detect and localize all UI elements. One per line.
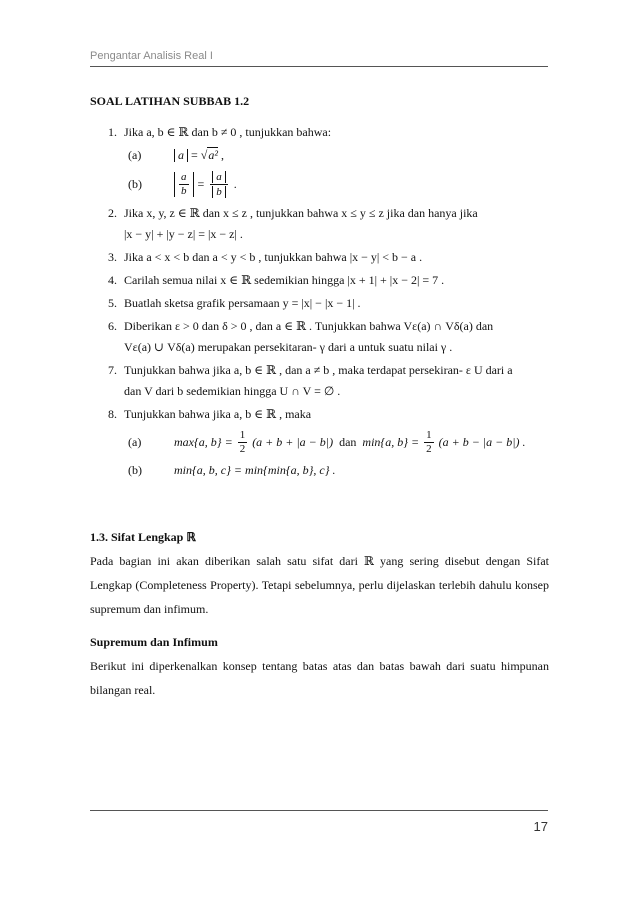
exercise-6-line2: Vε(a) ∪ Vδ(a) merupakan persekitaran- γ dari a untuk suatu nilai γ . (124, 340, 453, 355)
exercise-8a-expr (174, 430, 526, 455)
exercise-4-text: Carilah semua nilai x ∈ ℝ sedemikian hingga |x + 1| + |x − 2| = 7 . (124, 273, 445, 288)
half-fraction-1: $\frac{1}{2}$ (239, 429, 246, 456)
punct: . (233, 177, 237, 192)
running-header: Pengantar Analisis Real I (90, 50, 213, 62)
exercise-8b (128, 463, 549, 478)
exercise-1a-label: (a) (128, 148, 142, 162)
eq-sign: = (197, 177, 205, 192)
exercise-list (90, 125, 549, 478)
exercise-1b (128, 171, 549, 198)
exercise-1-text: Jika a, b ∈ ℝ dan b ≠ 0 , tunjukkan bahwa: (124, 125, 332, 139)
subsection-title: Supremum dan Infimum (90, 635, 218, 650)
exercise-item-6 (120, 319, 549, 355)
exercise-8b-expr: min{a, b, c} = min{min{a, b}, c} . (174, 463, 336, 478)
exercise-8b-label: (b) (128, 463, 142, 478)
min-expr: min{a, b} = (362, 435, 420, 450)
exercise-5-text: Buatlah sketsa grafik persamaan y = |x| − |x − 1| . (124, 296, 361, 311)
eq-sign: = (191, 148, 198, 162)
exercise-2-line2: |x − y| + |y − z| = |x − z| . (124, 227, 243, 242)
frac-num: a (181, 171, 187, 184)
exercise-6-line1: 6. Diberikan ε > 0 dan δ > 0 , dan a ∈ ℝ . Tunjukkan bahwa Vε(a) ∩ Vδ(a) dan (124, 319, 494, 334)
exercise-7-line1: 7. Tunjukkan bahwa jika a, b ∈ ℝ , dan a ≠ b , maka terdapat persekiran- ε U dari a (124, 363, 513, 378)
footer-rule (90, 810, 548, 811)
exercise-item-8 (120, 407, 549, 478)
subsection-paragraph: Berikut ini diperkenalkan konsep tentang batas atas dan batas bawah dari suatu himpunan bilangan real. (90, 659, 549, 698)
abs-a: a (174, 149, 188, 162)
exercise-3-text: Jika a < x < b dan a < y < b , tunjukkan bahwa |x − y| < b − a . (124, 250, 423, 265)
exercise-8a (128, 430, 549, 455)
exercise-1b-label: (b) (128, 177, 142, 192)
abs-num: a (212, 171, 226, 183)
exercise-1a (128, 148, 549, 163)
exercise-item-7 (120, 363, 549, 399)
page-number: 17 (533, 819, 548, 834)
exercise-item-4 (120, 273, 549, 288)
frac-den: b (181, 185, 187, 198)
exercise-1a-expr (174, 148, 224, 163)
page-content (90, 94, 549, 702)
exercise-item-2 (120, 206, 549, 242)
section-paragraph: Pada bagian ini akan diberikan salah satu sifat dari ℝ yang sering disebut dengan Sifat Lengkap (Completeness Property). Tetapi sebelumnya, perlu dijelaskan terlebih dahulu konsep supremum dan infimum. (90, 554, 549, 617)
section-title: 1.3. Sifat Lengkap ℝ (90, 530, 196, 545)
exercise-item-3 (120, 250, 549, 265)
header-rule (90, 66, 548, 67)
min-rhs: (a + b − |a − b|) . (438, 435, 526, 450)
max-rhs: (a + b + |a − b|) (252, 435, 334, 450)
and-word: dan (339, 435, 357, 450)
max-expr: max{a, b} = (174, 435, 233, 450)
exercise-7-line2: dan V dari b sedemikian hingga U ∩ V = ∅ . (124, 384, 341, 399)
exercise-8-text: Tunjukkan bahwa jika a, b ∈ ℝ , maka (124, 407, 312, 422)
exercise-item-1 (120, 125, 549, 198)
exercise-8a-label: (a) (128, 435, 142, 450)
sqrt-radicand: a² (208, 148, 218, 162)
abs-frac-left (174, 172, 194, 197)
punct: , (220, 148, 224, 162)
abs-den: b (212, 186, 226, 198)
exercise-2-line1: 2. Jika x, y, z ∈ ℝ dan x ≤ z , tunjukkan bahwa x ≤ y ≤ z jika dan hanya jika (124, 206, 478, 221)
exercise-1b-expr (174, 171, 237, 198)
sqrt-symbol: √ (200, 148, 208, 162)
half-fraction-2: $\frac{1}{2}$ (426, 429, 432, 456)
exercise-item-5 (120, 296, 549, 311)
exercise-title: SOAL LATIHAN SUBBAB 1.2 (90, 94, 250, 108)
frac-right (210, 171, 228, 198)
